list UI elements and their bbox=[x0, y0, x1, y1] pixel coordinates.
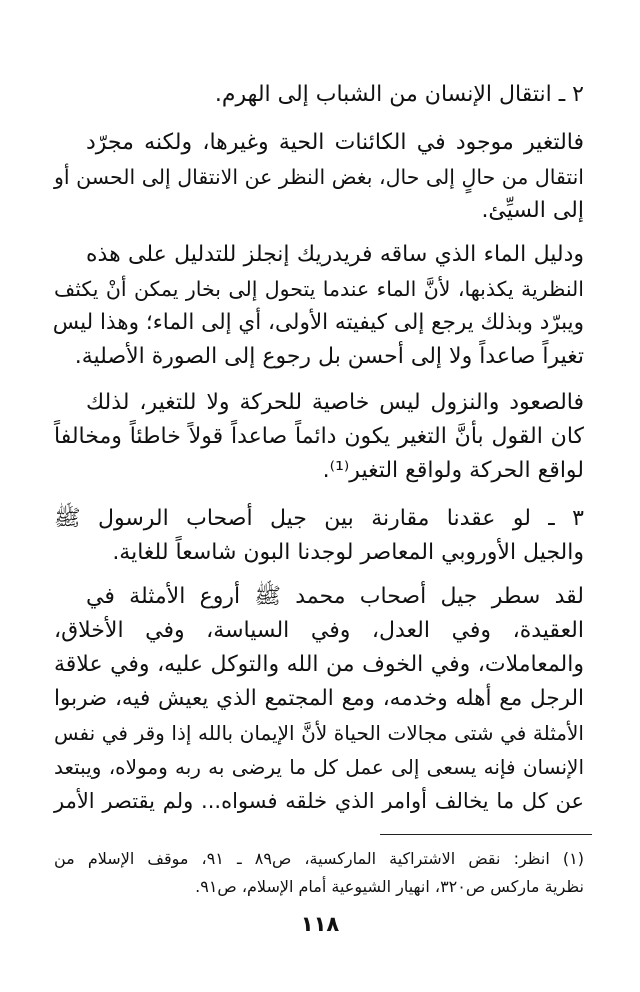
body-line-1: ٢ ـ انتقال الإنسان من الشباب إلى الهرم. bbox=[214, 82, 584, 107]
body-line-6: النظرية يكذبها، لأنَّ الماء عندما يتحول إلى بخار يمكن أنْ يكثف bbox=[54, 277, 584, 301]
body-line-2: فالتغير موجود في الكائنات الحية وغيرها، ولكنه مجرّد bbox=[86, 130, 584, 155]
body-line-16: والمعاملات، وفي الخوف من الله والتوكل عليه، وفي علاقة bbox=[54, 652, 584, 677]
body-line-12: ٣ ـ لو عقدنا مقارنة بين جيل أصحاب الرسول ﷺ bbox=[54, 506, 584, 531]
body-line-20: عن كل ما يخالف أوامر الذي خلقه فسواه... ولم يقتصر الأمر bbox=[54, 789, 584, 813]
body-line-18: الأمثلة في شتى مجالات الحياة لأنَّ الإيمان بالله إذا وقر في نفس bbox=[54, 721, 584, 745]
body-line-13: والجيل الأوروبي المعاصر لوجدنا البون شاسعاً للغاية. bbox=[112, 540, 584, 565]
body-line-7: ويبرّد وبذلك يرجع إلى كيفيته الأولى، أي إلى الماء؛ وهذا ليس bbox=[52, 310, 584, 335]
footnote-separator bbox=[380, 834, 592, 835]
body-line-11: لواقع الحركة ولواقع التغير⁽¹⁾. bbox=[322, 458, 584, 483]
body-line-3: انتقال من حالٍ إلى حال، بغض النظر عن الانتقال إلى الحسن أو bbox=[54, 165, 584, 189]
footnote-line-2: نظرية ماركس ص٣٢٠، انهيار الشيوعية أمام الإسلام، ص٩١. bbox=[195, 877, 584, 896]
body-line-17: الرجل مع أهله وخدمه، ومع المجتمع الذي يعيش فيه، ضربوا bbox=[54, 686, 584, 711]
body-line-8: تغيراً صاعداً ولا إلى أحسن بل رجوع إلى الصورة الأصلية. bbox=[74, 344, 584, 369]
footnote-line-1: (١) انظر: نقض الاشتراكية الماركسية، ص٨٩ ـ ٩١، موقف الإسلام من bbox=[54, 849, 584, 868]
body-line-10: كان القول بأنَّ التغير يكون دائماً صاعداً قولاً خاطئاً ومخالفاً bbox=[54, 424, 584, 449]
body-line-15: العقيدة، وفي العدل، وفي السياسة، وفي الأخلاق، bbox=[54, 618, 584, 643]
body-line-14: لقد سطر جيل أصحاب محمد ﷺ أروع الأمثلة في bbox=[86, 584, 584, 609]
body-line-5: ودليل الماء الذي ساقه فريدريك إنجلز للتدليل على هذه bbox=[86, 242, 584, 267]
body-line-4: إلى السيِّئ. bbox=[481, 198, 584, 223]
page-number: ١١٨ bbox=[300, 912, 340, 936]
body-line-9: فالصعود والنزول ليس خاصية للحركة ولا للتغير، لذلك bbox=[86, 390, 584, 415]
body-line-19: الإنسان فإنه يسعى إلى عمل كل ما يرضى به ربه ومولاه، ويبتعد bbox=[54, 755, 584, 779]
